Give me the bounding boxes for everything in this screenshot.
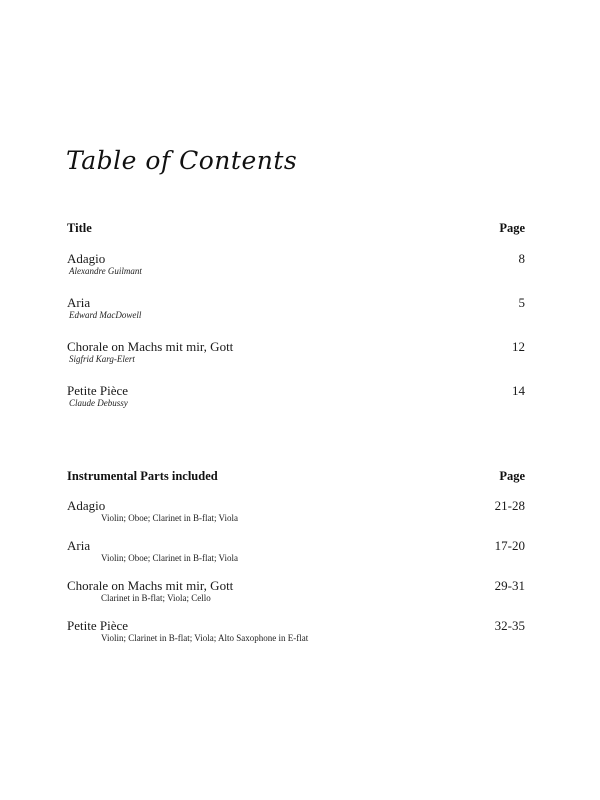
entry-pages: 21-28 (494, 498, 525, 513)
parts-entry-petite-piece[interactable] (67, 618, 525, 644)
parts-entry-chorale[interactable] (67, 578, 525, 604)
entry-title: Petite Pièce (67, 618, 129, 633)
entry-page: 8 (518, 251, 525, 266)
entry-page: 14 (512, 383, 525, 398)
entry-instruments: Violin; Oboe; Clarinet in B-flat; Viola (101, 513, 238, 523)
entry-title: Chorale on Machs mit mir, Gott (67, 578, 234, 593)
parts-column-label: Instrumental Parts included (67, 469, 218, 483)
entry-instruments: Clarinet in B-flat; Viola; Cello (101, 593, 211, 603)
title-column-label: Title (67, 221, 92, 235)
entry-page: 5 (518, 295, 525, 310)
entry-title: Adagio (67, 498, 106, 513)
entry-title: Aria (67, 538, 91, 553)
parts-header (67, 469, 525, 485)
toc-entry-adagio[interactable] (67, 251, 525, 277)
entry-pages: 17-20 (494, 538, 525, 553)
entry-pages: 29-31 (494, 578, 525, 593)
entry-instruments: Violin; Clarinet in B-flat; Viola; Alto Saxophone in E-flat (101, 633, 309, 643)
toc-entry-chorale[interactable] (67, 339, 525, 365)
entry-title: Chorale on Machs mit mir, Gott (67, 339, 234, 354)
entry-pages: 32-35 (494, 618, 525, 633)
entry-instruments: Violin; Oboe; Clarinet in B-flat; Viola (101, 553, 238, 563)
entry-composer: Edward MacDowell (69, 310, 142, 320)
page-title: Table of Contents (66, 146, 298, 175)
parts-entry-adagio[interactable] (67, 498, 525, 524)
entry-title: Aria (67, 295, 91, 310)
parts-entry-aria[interactable] (67, 538, 525, 564)
page-column-label: Page (499, 469, 525, 483)
entry-page: 12 (512, 339, 525, 354)
titles-list (67, 251, 525, 409)
entry-title: Petite Pièce (67, 383, 129, 398)
page-column-label: Page (499, 221, 525, 235)
toc-entry-aria[interactable] (67, 295, 525, 321)
entry-composer: Sigfrid Karg-Elert (69, 354, 135, 364)
entry-title: Adagio (67, 251, 106, 266)
toc-entry-petite-piece[interactable] (67, 383, 525, 409)
parts-section (67, 469, 525, 644)
entry-composer: Alexandre Guilmant (69, 266, 142, 276)
titles-section (67, 221, 525, 409)
titles-header (67, 221, 525, 237)
entry-composer: Claude Debussy (69, 398, 128, 408)
parts-list (67, 498, 525, 644)
